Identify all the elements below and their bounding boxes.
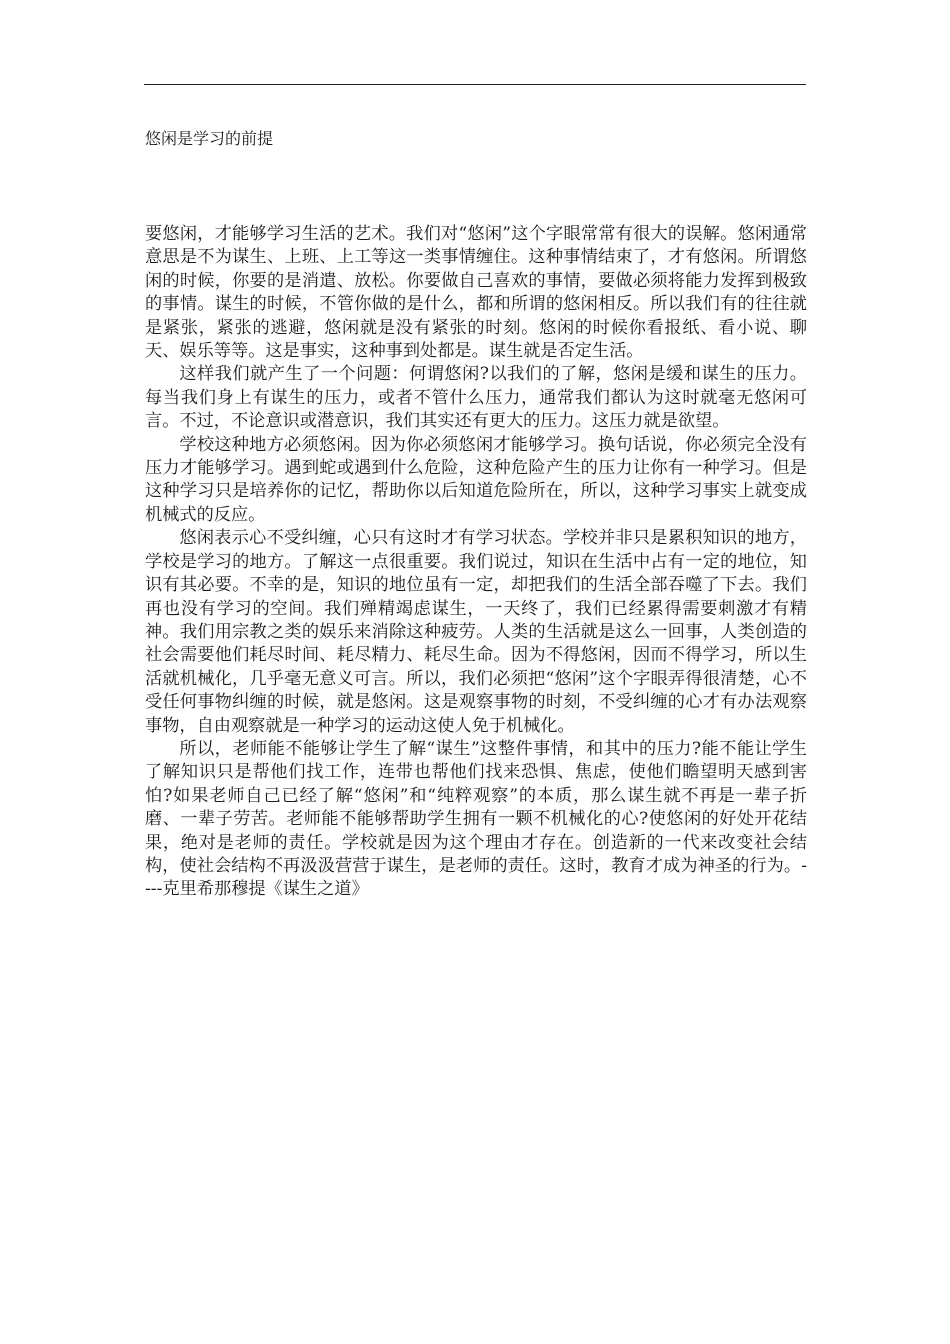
header-divider	[144, 84, 806, 85]
paragraph-5: 所以，老师能不能够让学生了解“谋生”这整件事情，和其中的压力?能不能让学生了解知识只是帮他们找工作，连带也帮他们找来恐惧、焦虑，使他们瞻望明天感到害怕?如果老师自己已经了解“悠闲”和“纯粹观察”的本质，那么谋生就不再是一辈子折磨、一辈子劳苦。老师能不能够帮助学生拥有一颗不机械化的心?使悠闲的好处开花结果，绝对是老师的责任。学校就是因为这个理由才存在。创造新的一代来改变社会结构，使社会结构不再汲汲营营于谋生，是老师的责任。这时，教育才成为神圣的行为。----克里希那穆提《谋生之道》	[145, 738, 807, 900]
paragraph-2: 这样我们就产生了一个问题：何谓悠闲?以我们的了解，悠闲是缓和谋生的压力。每当我们身上有谋生的压力，或者不管什么压力，通常我们都认为这时就毫无悠闲可言。不过，不论意识或潜意识，我们其实还有更大的压力。这压力就是欲望。	[145, 364, 807, 432]
paragraph-4: 悠闲表示心不受纠缠，心只有这时才有学习状态。学校并非只是累积知识的地方，学校是学习的地方。了解这一点很重要。我们说过，知识在生活中占有一定的地位，知识有其必要。不幸的是，知识的地位虽有一定，却把我们的生活全部吞噬了下去。我们再也没有学习的空间。我们殚精竭虑谋生，一天终了，我们已经累得需要刺激才有精神。我们用宗教之类的娱乐来消除这种疲劳。人类的生活就是这么一回事，人类创造的社会需要他们耗尽时间、耗尽精力、耗尽生命。因为不得悠闲，因而不得学习，所以生活就机械化，几乎毫无意义可言。所以，我们必须把“悠闲”这个字眼弄得很清楚，心不受任何事物纠缠的时候，就是悠闲。这是观察事物的时刻，不受纠缠的心才有办法观察事物，自由观察就是一种学习的运动这使人免于机械化。	[145, 528, 807, 736]
paragraph-1: 要悠闲，才能够学习生活的艺术。我们对“悠闲”这个字眼常常有很大的误解。悠闲通常意思是不为谋生、上班、上工等这一类事情缠住。这种事情结束了，才有悠闲。所谓悠闲的时候，你要的是消遣、放松。你要做自己喜欢的事情，要做必须将能力发挥到极致的事情。谋生的时候，不管你做的是什么，都和所谓的悠闲相反。所以我们有的往往就是紧张，紧张的逃避，悠闲就是没有紧张的时刻。悠闲的时候你看报纸、看小说、聊天、娱乐等等。这是事实，这种事到处都是。谋生就是否定生活。	[145, 224, 807, 362]
paragraph-3: 学校这种地方必须悠闲。因为你必须悠闲才能够学习。换句话说，你必须完全没有压力才能够学习。遇到蛇或遇到什么危险，这种危险产生的压力让你有一种学习。但是这种学习只是培养你的记忆，帮助你以后知道危险所在，所以，这种学习事实上就变成机械式的反应。	[145, 434, 807, 525]
document-title: 悠闲是学习的前提	[145, 129, 274, 148]
document-body	[145, 223, 807, 902]
